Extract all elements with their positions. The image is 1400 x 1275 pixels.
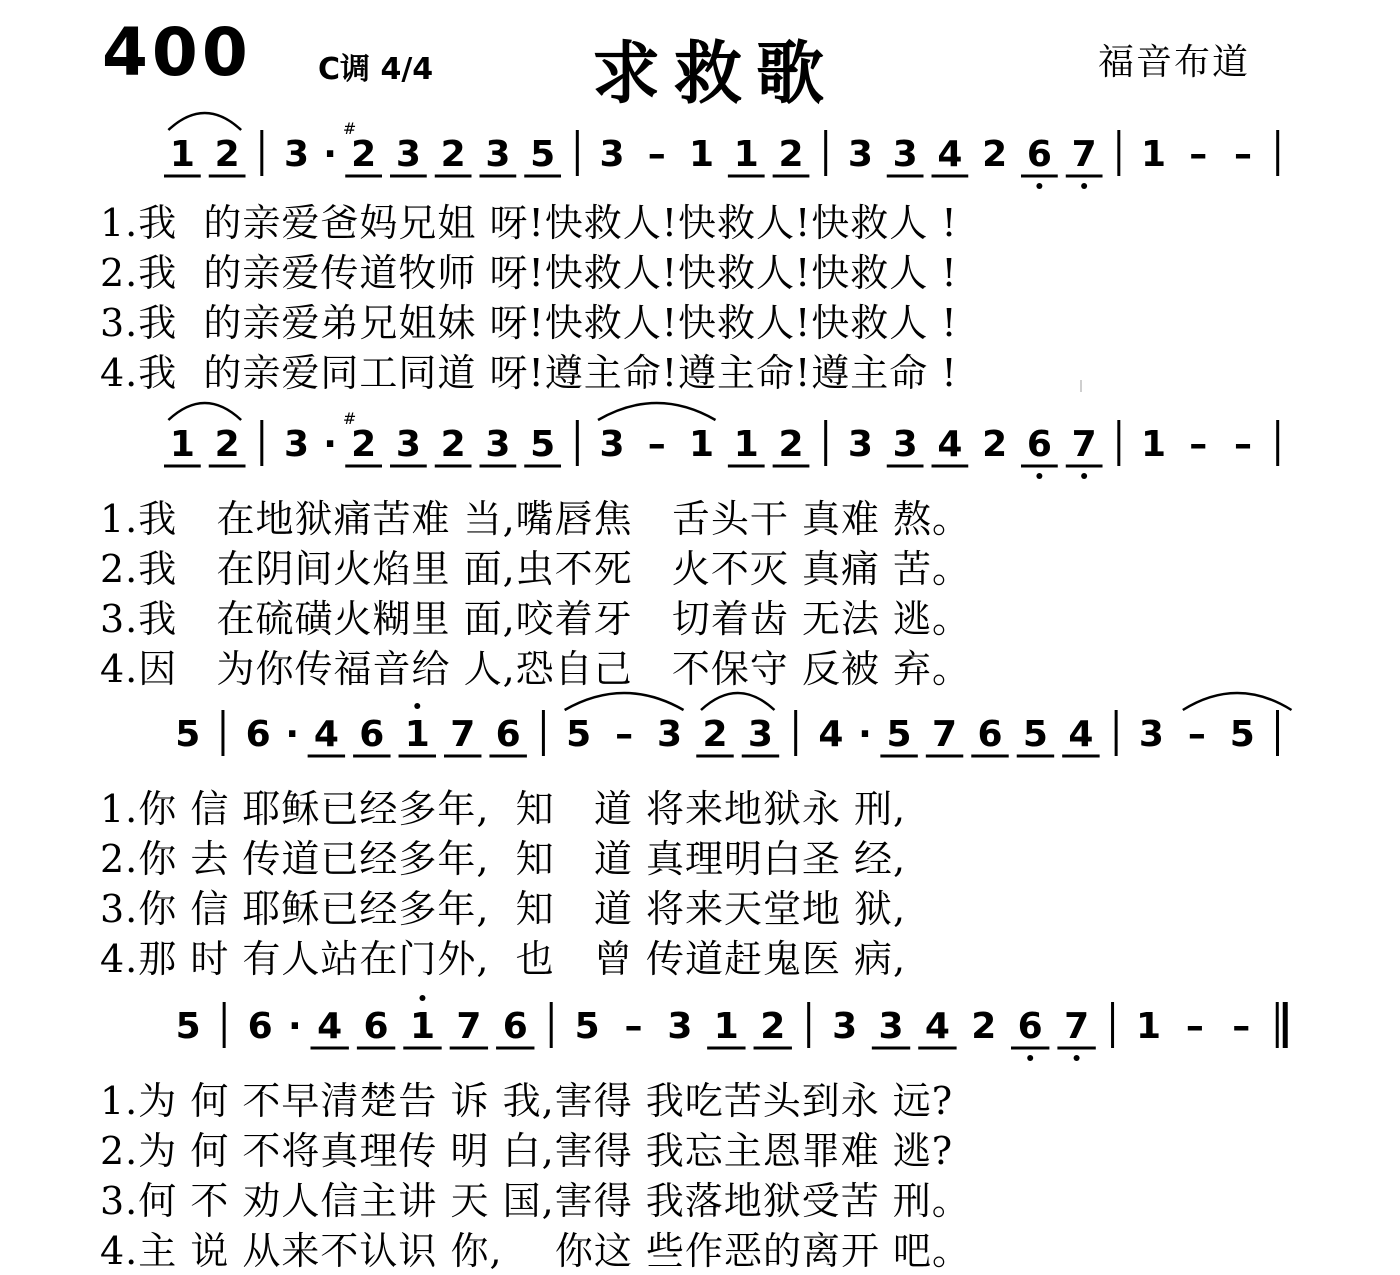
octave-dot-below <box>1036 473 1042 479</box>
note: 2 <box>440 134 466 175</box>
notation-line-4 <box>0 980 1400 1070</box>
notation-line-1 <box>0 108 1400 198</box>
note: 1 <box>688 424 715 465</box>
lyric-line: 2.你 去 传道已经多年, 知 道 真理明白圣 经, <box>100 837 907 881</box>
note: 3 <box>892 134 918 175</box>
note: 3 <box>1138 714 1164 755</box>
note: 3 <box>747 714 773 755</box>
note: 3 <box>395 134 421 175</box>
lyric-line: 4.主 说 从来不认识 你, 你这 些作恶的离开 吧。 <box>100 1229 972 1273</box>
lyric-line: 1.你 信 耶稣已经多年, 知 道 将来地狱永 刑, <box>100 787 907 831</box>
note: 5 <box>175 1006 201 1047</box>
note: 2 <box>440 424 466 465</box>
note: 6 <box>247 1006 273 1047</box>
note: 3 <box>485 424 511 465</box>
note: 1 <box>713 1006 739 1047</box>
note: 5 <box>1229 714 1255 755</box>
dot-mark: · <box>285 714 300 755</box>
note: 2 <box>778 424 804 465</box>
dot-mark: · <box>288 1006 302 1047</box>
note: 4 <box>313 714 339 755</box>
note: 3 <box>847 424 873 465</box>
attribution: 福音布道 <box>1098 42 1251 83</box>
note: 6 <box>1026 424 1052 465</box>
note: 5 <box>566 714 592 755</box>
note: 7 <box>932 714 958 755</box>
slur-arc <box>598 403 716 420</box>
notation-line-2 <box>0 398 1400 488</box>
note: 6 <box>363 1006 389 1047</box>
sharp-accidental: # <box>342 119 357 138</box>
note: 1 <box>1140 134 1167 175</box>
dash-mark: – <box>624 1006 643 1047</box>
note: 3 <box>283 424 310 465</box>
note: 7 <box>1064 1006 1090 1047</box>
note: 4 <box>317 1006 343 1047</box>
lyric-line: 3.我 在硫磺火糊里 面,咬着牙 切着齿 无法 逃。 <box>100 597 972 641</box>
note: 1 <box>1140 424 1167 465</box>
slur-arc <box>168 403 241 420</box>
lyric-line: 4.因 为你传福音给 人,恐自己 不保守 反被 弃。 <box>100 647 972 691</box>
note: 2 <box>778 134 804 175</box>
note: 1 <box>409 1006 436 1047</box>
lyric-line: 3.我 的亲爱弟兄姐妹 呀!快救人!快救人!快救人 ! <box>100 301 958 345</box>
dot-mark: · <box>323 424 337 465</box>
scan-speck <box>1080 380 1082 392</box>
note: 1 <box>404 714 430 755</box>
note: 4 <box>924 1006 950 1047</box>
dash-mark: – <box>1234 424 1253 465</box>
note: 7 <box>456 1006 482 1047</box>
lyric-line: 2.为 何 不将真理传 明 白,害得 我忘主恩罪难 逃? <box>100 1129 954 1173</box>
note: 2 <box>982 134 1008 175</box>
note: 3 <box>878 1006 904 1047</box>
lyric-line: 1.我 在地狱痛苦难 当,嘴唇焦 舌头干 真难 熬。 <box>100 497 972 541</box>
notation-line-3 <box>0 688 1400 778</box>
note: 6 <box>1017 1006 1043 1047</box>
note: 2 <box>214 134 240 175</box>
note: 3 <box>283 134 310 175</box>
note: 7 <box>450 714 476 755</box>
note: 1 <box>1135 1006 1162 1047</box>
note: 1 <box>688 134 715 175</box>
note: 3 <box>832 1006 858 1047</box>
lyric-line: 3.何 不 劝人信主讲 天 国,害得 我落地狱受苦 刑。 <box>100 1179 971 1223</box>
octave-dot-below <box>1036 183 1042 189</box>
note: 6 <box>502 1006 528 1047</box>
dash-mark: – <box>1189 424 1208 465</box>
note: 1 <box>733 134 759 175</box>
note: 7 <box>1071 134 1097 175</box>
note: 1 <box>169 134 195 175</box>
note: 1 <box>169 424 195 465</box>
dash-mark: – <box>1232 1006 1251 1047</box>
lyric-line: 1.我 的亲爱爸妈兄姐 呀!快救人!快救人!快救人 ! <box>100 201 958 245</box>
slur-arc <box>1183 693 1292 710</box>
note: 6 <box>245 714 271 755</box>
slur-arc <box>168 113 241 130</box>
note: 5 <box>574 1006 600 1047</box>
note: 4 <box>937 134 963 175</box>
octave-dot-below <box>1027 1055 1033 1061</box>
dot-mark: · <box>323 134 337 175</box>
hymn-title: 求救歌 <box>592 34 839 114</box>
dash-mark: – <box>615 714 634 755</box>
note: 6 <box>977 714 1003 755</box>
key-time-signature: C调 4/4 <box>318 52 434 87</box>
note: 7 <box>1071 424 1097 465</box>
slur-arc <box>565 693 684 710</box>
note: 2 <box>351 134 377 175</box>
octave-dot-above <box>414 703 420 709</box>
lyric-line: 2.我 的亲爱传道牧师 呀!快救人!快救人!快救人 ! <box>100 251 958 295</box>
lyric-line: 2.我 在阴间火焰里 面,虫不死 火不灭 真痛 苦。 <box>100 547 972 591</box>
slur-arc <box>701 693 774 710</box>
note: 5 <box>175 714 201 755</box>
note: 3 <box>847 134 873 175</box>
note: 3 <box>599 134 625 175</box>
note: 6 <box>495 714 521 755</box>
sharp-accidental: # <box>342 409 357 428</box>
octave-dot-above <box>419 995 425 1001</box>
dash-mark: – <box>1189 134 1208 175</box>
octave-dot-below <box>1081 183 1087 189</box>
octave-dot-below <box>1074 1055 1080 1061</box>
note: 6 <box>1026 134 1052 175</box>
note: 6 <box>359 714 385 755</box>
lyric-line: 4.那 时 有人站在门外, 也 曾 传道赶鬼医 病, <box>100 937 907 981</box>
lyric-line: 4.我 的亲爱同工同道 呀!遵主命!遵主命!遵主命 ! <box>100 351 958 395</box>
note: 2 <box>982 424 1008 465</box>
dash-mark: – <box>647 424 666 465</box>
note: 2 <box>971 1006 997 1047</box>
note: 2 <box>214 424 240 465</box>
note: 2 <box>702 714 728 755</box>
note: 1 <box>733 424 759 465</box>
note: 3 <box>599 424 625 465</box>
note: 3 <box>892 424 918 465</box>
note: 5 <box>530 134 556 175</box>
hymn-number: 400 <box>102 14 252 91</box>
dot-mark: · <box>858 714 872 755</box>
note: 4 <box>818 714 844 755</box>
dash-mark: – <box>1187 714 1206 755</box>
note: 5 <box>1022 714 1048 755</box>
note: 4 <box>1068 714 1094 755</box>
dash-mark: – <box>1185 1006 1204 1047</box>
note: 4 <box>937 424 963 465</box>
note: 3 <box>657 714 683 755</box>
note: 5 <box>886 714 912 755</box>
dash-mark: – <box>1234 134 1253 175</box>
note: 5 <box>530 424 556 465</box>
note: 2 <box>760 1006 786 1047</box>
note: 3 <box>667 1006 693 1047</box>
lyric-line: 1.为 何 不早清楚告 诉 我,害得 我吃苦头到永 远? <box>100 1079 954 1123</box>
note: 3 <box>395 424 421 465</box>
octave-dot-below <box>1081 473 1087 479</box>
note: 2 <box>351 424 377 465</box>
dash-mark: – <box>647 134 666 175</box>
note: 3 <box>485 134 511 175</box>
lyric-line: 3.你 信 耶稣已经多年, 知 道 将来天堂地 狱, <box>100 887 907 931</box>
